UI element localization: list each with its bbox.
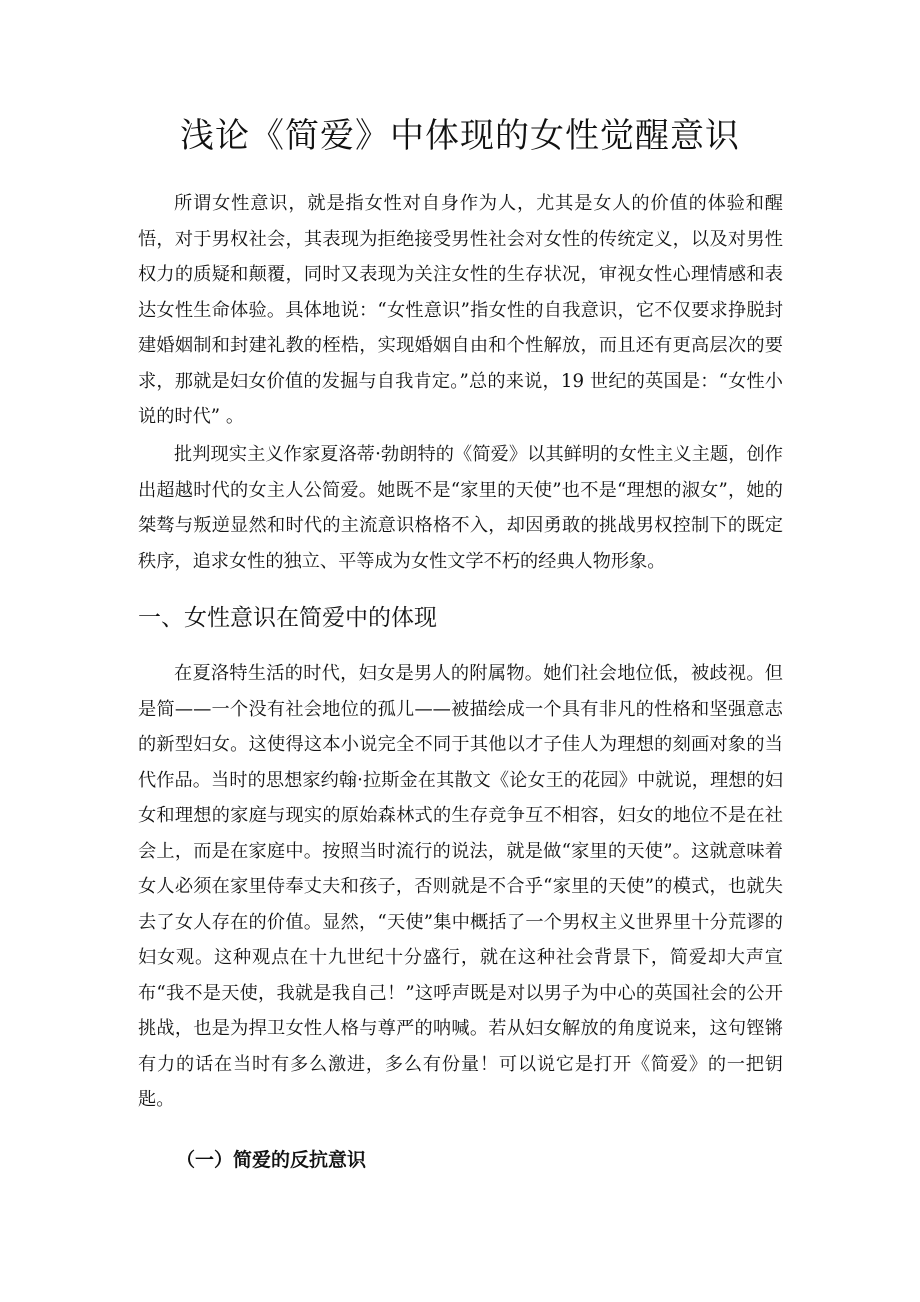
subsection-heading: （一）简爱的反抗意识	[176, 1149, 367, 1171]
intro-paragraph-1: 所谓女性意识，就是指女性对自身作为人，尤其是女人的价值的体验和醒悟，对于男权社会，其表现为拒绝接受男性社会对女性的传统定义，以及对男性权力的质疑和颠覆，同时又表现为关注女性的生存状况，审视女性心理情感和表达女性生命体验。具体地说：“女性意识”指女性的自我意识，它不仅要求挣脱封建婚姻制和封建礼教的桎梏，实现婚姻自由和个性解放，而且还有更高层次的要求，那就是妇女价值的发掘与自我肯定。”总的来说，19 世纪的英国是：“女性小说的时代” 。	[138, 193, 783, 427]
document-title: 浅论《简爱》中体现的女性觉醒意识	[180, 116, 740, 156]
section-paragraph: 在夏洛特生活的时代，妇女是男人的附属物。她们社会地位低，被歧视。但是简——一个没有社会地位的孤儿——被描绘成一个具有非凡的性格和坚强意志的新型妇女。这使得这本小说完全不同于其他以才子佳人为理想的刻画对象的当代作品。当时的思想家约翰·拉斯金在其散文《论女王的花园》中就说，理想的妇女和理想的家庭与现实的原始森林式的生存竞争互不相容，妇女的地位不是在社会上，而是在家庭中。按照当时流行的说法，就是做“家里的天使”。这就意味着女人必须在家里侍奉丈夫和孩子，否则就是不合乎“家里的天使”的模式，也就失去了女人存在的价值。显然，“天使”集中概括了一个男权主义世界里十分荒谬的妇女观。这种观点在十九世纪十分盛行，就在这种社会背景下，简爱却大声宣布“我不是天使，我就是我自己！”这呼声既是对以男子为中心的英国社会的公开挑战，也是为捍卫女性人格与尊严的呐喊。若从妇女解放的角度说来，这句铿锵有力的话在当时有多么激进，多么有份量！可以说它是打开《简爱》的一把钥匙。	[138, 663, 783, 1110]
section-heading: 一、女性意识在简爱中的体现	[138, 605, 437, 631]
intro-paragraph-2: 批判现实主义作家夏洛蒂·勃朗特的《简爱》以其鲜明的女性主义主题，创作出超越时代的女主人公简爱。她既不是“家里的天使”也不是“理想的淑女”，她的桀骜与叛逆显然和时代的主流意识格格不入，却因勇敢的挑战男权控制下的既定秩序，追求女性的独立、平等成为女性文学不朽的经典人物形象。	[138, 444, 783, 572]
